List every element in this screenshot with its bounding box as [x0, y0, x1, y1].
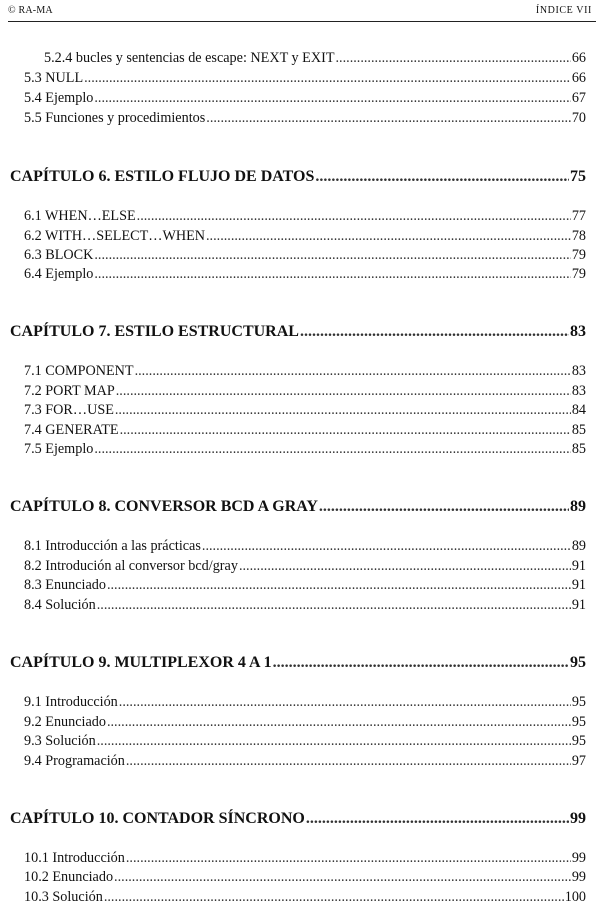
toc-entry — [24, 753, 586, 770]
toc-entry-label: 7.2 PORT MAP — [24, 383, 115, 399]
chapter-heading — [10, 810, 586, 828]
toc-entry-label: 6.2 WITH…SELECT…WHEN — [24, 228, 205, 244]
toc-entry-label: 5.2.4 bucles y sentencias de escape: NEXT y EXIT — [44, 50, 335, 66]
toc-entry — [24, 70, 586, 87]
toc-entry-page: 79 — [571, 247, 586, 263]
toc-entry-page: 85 — [571, 422, 586, 438]
page-header — [8, 0, 592, 22]
chapter-heading — [10, 168, 586, 186]
toc-entry-label: 8.1 Introducción a las prácticas — [24, 538, 201, 554]
chapter-page: 83 — [570, 323, 586, 340]
toc-entry-label: 9.1 Introducción — [24, 694, 118, 710]
leader-dots — [306, 810, 569, 828]
toc-entry-label: 6.3 BLOCK — [24, 247, 94, 263]
leader-dots — [239, 558, 571, 575]
toc-entry — [24, 577, 586, 594]
toc-entry — [24, 266, 586, 283]
toc-entry-label: 5.5 Funciones y procedimientos — [24, 110, 206, 126]
toc-entry-page: 83 — [571, 383, 586, 399]
toc-entry-label: 8.4 Solución — [24, 597, 96, 613]
chapter-title: CAPÍTULO 7. ESTILO ESTRUCTURAL — [10, 323, 299, 340]
toc-entry — [24, 538, 586, 555]
toc-entry-label: 9.3 Solución — [24, 733, 96, 749]
toc-entry-label: 6.4 Ejemplo — [24, 266, 94, 282]
leader-dots — [137, 208, 571, 225]
toc-entry-label: 7.4 GENERATE — [24, 422, 119, 438]
toc-entry — [24, 869, 586, 886]
publisher-label: © RA-MA — [8, 5, 53, 16]
toc-entry-page: 85 — [571, 441, 586, 457]
toc-entry-label: 8.2 Introdución al conversor bcd/gray — [24, 558, 238, 574]
toc-entry-page: 91 — [571, 577, 586, 593]
toc-entry — [24, 363, 586, 380]
toc-entry — [24, 110, 586, 127]
leader-dots — [126, 850, 571, 867]
chapter-title: CAPÍTULO 8. CONVERSOR BCD A GRAY — [10, 498, 318, 515]
toc-entry-page: 67 — [571, 90, 586, 106]
toc-entry-page: 99 — [571, 869, 586, 885]
toc-entry-label: 9.2 Enunciado — [24, 714, 106, 730]
toc-entry — [24, 850, 586, 867]
leader-dots — [84, 70, 571, 87]
leader-dots — [94, 441, 570, 458]
chapter-title: CAPÍTULO 9. MULTIPLEXOR 4 A 1 — [10, 654, 272, 671]
chapter-page: 75 — [570, 168, 586, 185]
toc-entry — [24, 733, 586, 750]
toc-entry-label: 7.3 FOR…USE — [24, 402, 114, 418]
toc-entry-label: 5.4 Ejemplo — [24, 90, 94, 106]
chapter-heading — [10, 323, 586, 341]
chapter-page: 95 — [570, 654, 586, 671]
toc-entry — [24, 558, 586, 575]
toc-entry-page: 66 — [571, 50, 586, 66]
leader-dots — [94, 90, 570, 107]
toc-entry — [24, 441, 586, 458]
leader-dots — [206, 110, 571, 127]
leader-dots — [319, 498, 569, 516]
leader-dots — [116, 383, 571, 400]
toc-entry-page: 84 — [571, 402, 586, 418]
toc-entry-label: 5.3 NULL — [24, 70, 84, 86]
toc-entry-page: 91 — [571, 597, 586, 613]
chapter-page: 99 — [570, 810, 586, 827]
toc-entry — [24, 228, 586, 245]
leader-dots — [97, 733, 571, 750]
toc-entry-page: 78 — [571, 228, 586, 244]
toc-entry-page: 100 — [564, 889, 586, 905]
toc-entry-page: 89 — [571, 538, 586, 554]
leader-dots — [202, 538, 571, 555]
toc-entry-page: 83 — [571, 363, 586, 379]
leader-dots — [94, 266, 570, 283]
header-rule — [8, 21, 596, 22]
toc-entry — [44, 50, 586, 67]
leader-dots — [115, 402, 571, 419]
leader-dots — [315, 168, 569, 186]
toc-entry-page: 70 — [571, 110, 586, 126]
toc-entry-page: 99 — [571, 850, 586, 866]
chapter-title: CAPÍTULO 6. ESTILO FLUJO DE DATOS — [10, 168, 315, 185]
toc-entry — [24, 597, 586, 614]
toc-entry — [24, 383, 586, 400]
toc-entry — [24, 422, 586, 439]
toc-entry-page: 66 — [571, 70, 586, 86]
toc-entry-label: 8.3 Enunciado — [24, 577, 106, 593]
leader-dots — [104, 889, 564, 906]
toc-entry — [24, 247, 586, 264]
toc-entry-label: 7.5 Ejemplo — [24, 441, 94, 457]
leader-dots — [94, 247, 570, 264]
leader-dots — [120, 422, 571, 439]
leader-dots — [206, 228, 571, 245]
toc-entry-label: 10.3 Solución — [24, 889, 103, 905]
toc-entry-page: 91 — [571, 558, 586, 574]
chapter-heading — [10, 498, 586, 516]
toc-entry-label: 10.2 Enunciado — [24, 869, 114, 885]
chapter-title: CAPÍTULO 10. CONTADOR SÍNCRONO — [10, 810, 305, 827]
chapter-heading — [10, 654, 586, 672]
toc-entry-page: 95 — [571, 694, 586, 710]
toc-entry-label: 7.1 COMPONENT — [24, 363, 134, 379]
leader-dots — [135, 363, 571, 380]
toc-entry-label: 9.4 Programación — [24, 753, 125, 769]
leader-dots — [97, 597, 571, 614]
toc-entry — [24, 402, 586, 419]
chapter-page: 89 — [570, 498, 586, 515]
toc-entry — [24, 714, 586, 731]
leader-dots — [107, 714, 571, 731]
leader-dots — [119, 694, 571, 711]
leader-dots — [107, 577, 571, 594]
toc-entry-page: 95 — [571, 733, 586, 749]
toc-entry-label: 10.1 Introducción — [24, 850, 125, 866]
toc-entry-page: 77 — [571, 208, 586, 224]
toc-entry — [24, 889, 586, 906]
toc-entry — [24, 208, 586, 225]
toc-entry-page: 95 — [571, 714, 586, 730]
leader-dots — [336, 50, 571, 67]
toc-entry — [24, 694, 586, 711]
toc-entry-page: 97 — [571, 753, 586, 769]
leader-dots — [126, 753, 571, 770]
leader-dots — [273, 654, 569, 672]
toc-entry-label: 6.1 WHEN…ELSE — [24, 208, 136, 224]
toc-entry — [24, 90, 586, 107]
leader-dots — [114, 869, 571, 886]
section-page-label: ÍNDICE VII — [535, 5, 592, 16]
leader-dots — [300, 323, 569, 341]
toc-entry-page: 79 — [571, 266, 586, 282]
